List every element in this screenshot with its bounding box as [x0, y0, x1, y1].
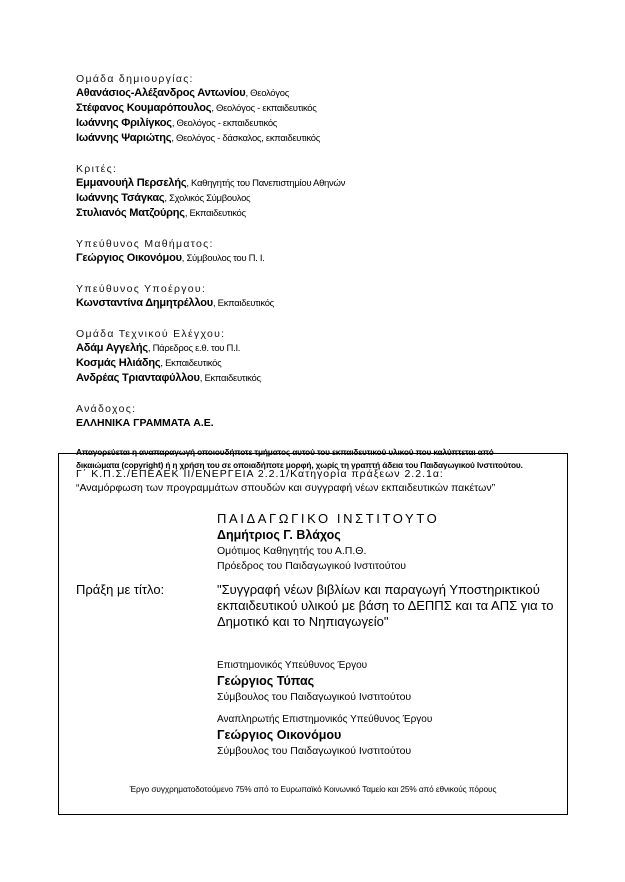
person-name: Ιωάννης Φριλίγκος: [76, 117, 172, 129]
person-name: Ιωάννης Τσάγκας: [76, 192, 165, 204]
sub-project-lead-entry: [76, 296, 576, 311]
president-role: Πρόεδρος του Παιδαγωγικού Ινστιτούτου: [217, 560, 407, 572]
technical-team-entry: [76, 356, 576, 371]
scientific-lead-name: Γεώργιος Τύπας: [217, 674, 315, 688]
action-label: Πράξη με τίτλο:: [76, 582, 165, 597]
president-name: Δημήτριος Γ. Βλάχος: [217, 528, 341, 542]
person-name: Γεώργιος Οικονόμου: [76, 252, 182, 264]
person-role: , Εκπαιδευτικός: [212, 298, 274, 309]
project-info-box: [58, 453, 568, 815]
copyright-notice-line: Απαγορεύεται η αναπαραγωγή οποιουδήποτε τμήματος αυτού του εκπαιδευτικού υλικού που καλύπτεται από: [76, 447, 494, 457]
person-name: Κωνσταντίνα Δημητρέλλου: [76, 297, 213, 309]
technical-team-entry: [76, 341, 576, 356]
course-lead-label: Υπεύθυνος Μαθήματος:: [76, 238, 214, 250]
contractor-name: ΕΛΛΗΝΙΚΑ ΓΡΑΜΜΑΤΑ Α.Ε.: [76, 417, 214, 429]
president-title: Ομότιμος Καθηγητής του Α.Π.Θ.: [217, 545, 367, 557]
person-name: Ανδρέας Τριανταφύλλου: [76, 372, 200, 384]
person-name: Στυλιανός Ματζούρης: [76, 207, 185, 219]
person-role: , Εκπαιδευτικός: [199, 373, 261, 384]
creator-entry: [76, 116, 576, 131]
reviewers-group: [76, 162, 576, 221]
scientific-lead-label: Επιστημονικός Υπεύθυνος Έργου: [217, 660, 368, 671]
contractor-group: [76, 402, 576, 430]
reviewer-entry: [76, 191, 576, 206]
person-name: Ιωάννης Ψαριώτης: [76, 132, 172, 144]
course-lead-group: [76, 237, 576, 266]
credits-section: [76, 72, 576, 471]
institute-block: [217, 510, 557, 574]
reviewer-entry: [76, 206, 576, 221]
person-role: , Εκπαιδευτικός: [184, 208, 246, 219]
person-role: , Θεολόγος - δάσκαλος, εκπαιδευτικός: [171, 133, 321, 144]
sub-project-lead-label: Υπεύθυνος Υποέργου:: [76, 283, 207, 295]
person-name: Εμμανουήλ Περσελής: [76, 177, 187, 189]
person-role: , Σύμβουλος του Π. Ι.: [181, 253, 265, 264]
scientific-lead-title: Σύμβουλος του Παιδαγωγικού Ινστιτούτου: [217, 691, 412, 703]
deputy-lead-label: Αναπληρωτής Επιστημονικός Υπεύθυνος Έργου: [217, 714, 433, 725]
person-role: , Σχολικός Σύμβουλος: [164, 193, 251, 204]
creator-entry: [76, 101, 576, 116]
person-name: Στέφανος Κουμαρόπουλος: [76, 102, 212, 114]
person-name: Αδάμ Αγγελής: [76, 342, 148, 354]
technical-team-group: [76, 327, 576, 386]
person-role: , Θεολόγος - εκπαιδευτικός: [211, 103, 317, 114]
creator-entry: [76, 131, 576, 146]
institute-title: ΠΑΙΔΑΓΩΓΙΚΟ ΙΝΣΤΙΤΟΥΤΟ: [217, 511, 440, 526]
program-line: Γ΄ Κ.Π.Σ./ΕΠΕΑΕΚ ΙΙ/ΕΝΕΡΓΕΙΑ 2.2.1/Κατηγορία πράξεων 2.2.1α:: [76, 468, 444, 480]
person-name: Κοσμάς Ηλιάδης: [76, 357, 161, 369]
person-name: Αθανάσιος-Αλέξανδρος Αντωνίου: [76, 87, 246, 99]
person-role: , Καθηγητής του Πανεπιστημίου Αθηνών: [186, 178, 346, 189]
technical-team-entry: [76, 371, 576, 386]
person-role: , Εκπαιδευτικός: [160, 358, 222, 369]
deputy-lead-name: Γεώργιος Οικονόμου: [217, 728, 342, 742]
reviewers-label: Κριτές:: [76, 163, 118, 175]
deputy-lead-title: Σύμβουλος του Παιδαγωγικού Ινστιτούτου: [217, 745, 412, 757]
person-role: , Πάρεδρος ε.θ. του Π.Ι.: [147, 343, 241, 354]
sub-project-lead-group: [76, 282, 576, 311]
person-role: , Θεολόγος - εκπαιδευτικός: [171, 118, 278, 129]
reviewer-entry: [76, 176, 576, 191]
creators-group: [76, 72, 576, 146]
copyright-notice-line: δικαιώματα (copyright) ή η χρήση του σε οποιαδήποτε μορφή, χωρίς τη γραπτή άδεια του Παιδαγωγικού Ινστιτούτου.: [76, 459, 523, 470]
technical-team-label: Ομάδα Τεχνικού Ελέγχου:: [76, 328, 226, 340]
creator-entry: [76, 86, 576, 101]
program-description: “Αναμόρφωση των προγραμμάτων σπουδών και συγγραφή νέων εκπαιδευτικών πακέτων”: [76, 482, 496, 494]
funding-note: Έργο συγχρηματοδοτούμενο 75% από το Ευρωπαϊκό Κοινωνικό Ταμείο και 25% από εθνικούς πόρους: [129, 784, 497, 794]
creators-label: Ομάδα δημιουργίας:: [76, 73, 194, 85]
contractor-label: Ανάδοχος:: [76, 403, 137, 415]
person-role: , Θεολόγος: [245, 88, 290, 99]
action-title: "Συγγραφή νέων βιβλίων και παραγωγή Υποστηρικτικού εκπαιδευτικού υλικού με βάση το ΔΕΠΠΣ και τα ΑΠΣ για το Δημοτικό και το Νηπιαγωγείο": [217, 582, 554, 629]
deputy-lead-block: [217, 713, 557, 759]
scientific-lead-block: [217, 659, 557, 705]
course-lead-entry: [76, 251, 576, 266]
